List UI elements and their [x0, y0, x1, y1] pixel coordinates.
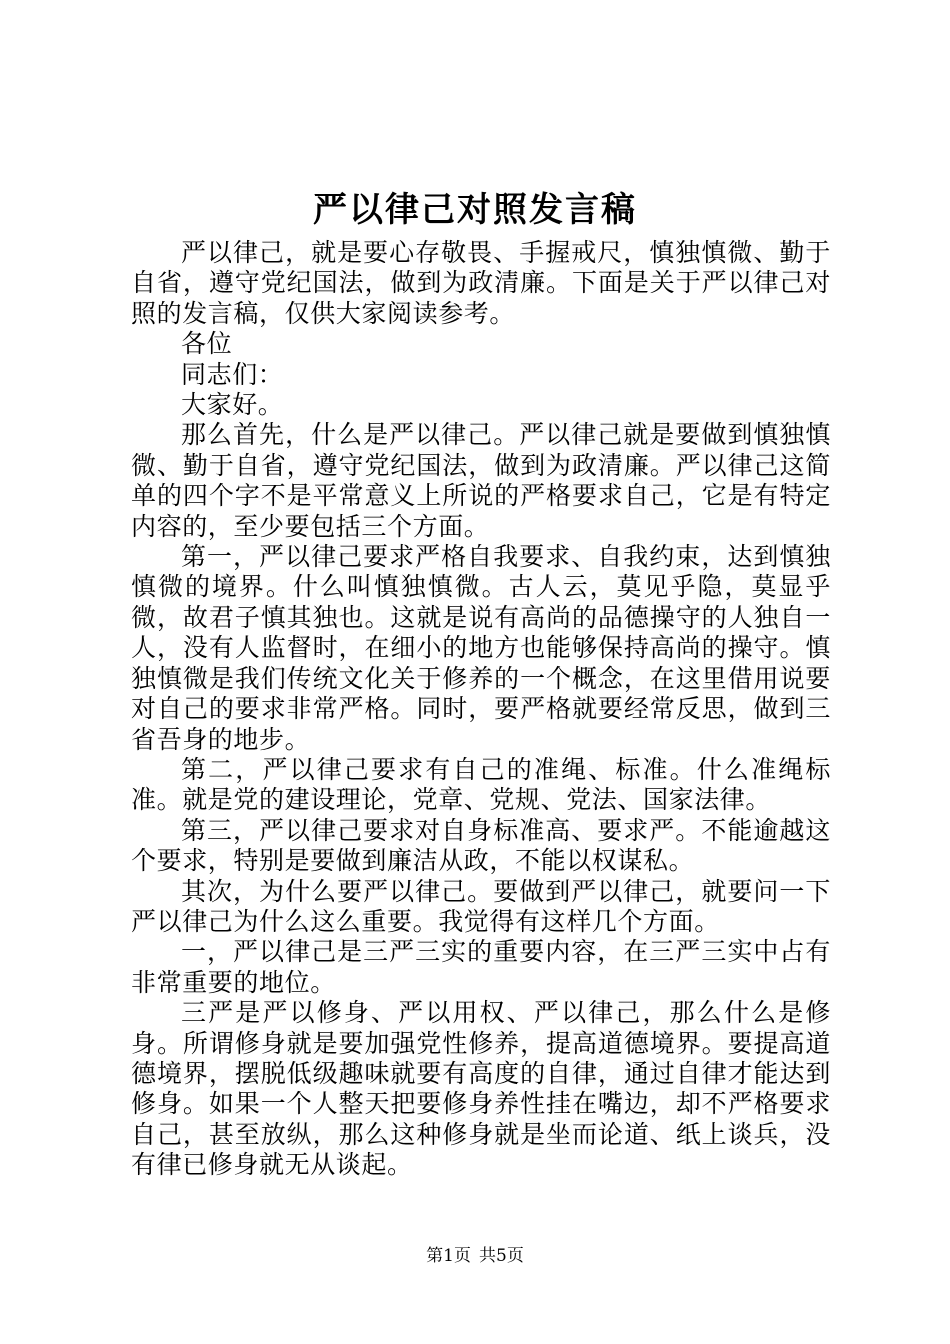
paragraph: 各位 [181, 329, 233, 359]
paragraph: 大家好。 [181, 390, 284, 420]
paragraph: 一，严以律己是三严三实的重要内容，在三严三实中占有非常重要的地位。 [131, 937, 831, 997]
page-number: 第1页 [426, 1246, 471, 1266]
paragraph: 第二，严以律己要求有自己的准绳、标准。什么准绳标准。就是党的建设理论，党章、党规、党法、国家法律。 [131, 754, 831, 815]
paragraph: 第三，严以律己要求对自身标准高、要求严。不能逾越这个要求，特别是要做到廉洁从政，不能以权谋私。 [131, 815, 831, 876]
page-total: 共5页 [479, 1246, 524, 1266]
paragraph: 第一，严以律己要求严格自我要求、自我约束，达到慎独慎微的境界。什么叫慎独慎微。古人云，莫见乎隐，莫显乎微，故君子慎其独也。这就是说有高尚的品德操守的人独自一人，没有人监督时，在细小的地方也能够保持高尚的操守。慎独慎微是我们传统文化关于修养的一个概念，在这里借用说要对自己的要求非常严格。同时，要严格就要经常反思，做到三省吾身的地步。 [131, 542, 831, 754]
paragraph: 同志们： [181, 359, 284, 389]
paragraph: 其次，为什么要严以律己。要做到严以律己，就要问一下严以律己为什么这么重要。我觉得有这样几个方面。 [131, 876, 831, 936]
document-body [131, 238, 831, 1181]
page-footer [0, 1244, 950, 1268]
paragraph: 严以律己，就是要心存敬畏、手握戒尺，慎独慎微、勤于自省，遵守党纪国法，做到为政清廉。下面是关于严以律己对照的发言稿，仅供大家阅读参考。 [131, 238, 831, 328]
paragraph: 三严是严以修身、严以用权、严以律己，那么什么是修身。所谓修身就是要加强党性修养，提高道德境界。要提高道德境界，摆脱低级趣味就要有高度的自律，通过自律才能达到修身。如果一个人整天把要修身养性挂在嘴边，却不严格要求自己，甚至放纵，那么这种修身就是坐而论道、纸上谈兵，没有律已修身就无从谈起。 [131, 998, 831, 1180]
paragraph: 那么首先，什么是严以律己。严以律己就是要做到慎独慎微、勤于自省，遵守党纪国法，做到为政清廉。严以律己这简单的四个字不是平常意义上所说的严格要求自己，它是有特定内容的，至少要包括三个方面。 [131, 420, 831, 541]
document-title: 严以律己对照发言稿 [313, 190, 637, 230]
